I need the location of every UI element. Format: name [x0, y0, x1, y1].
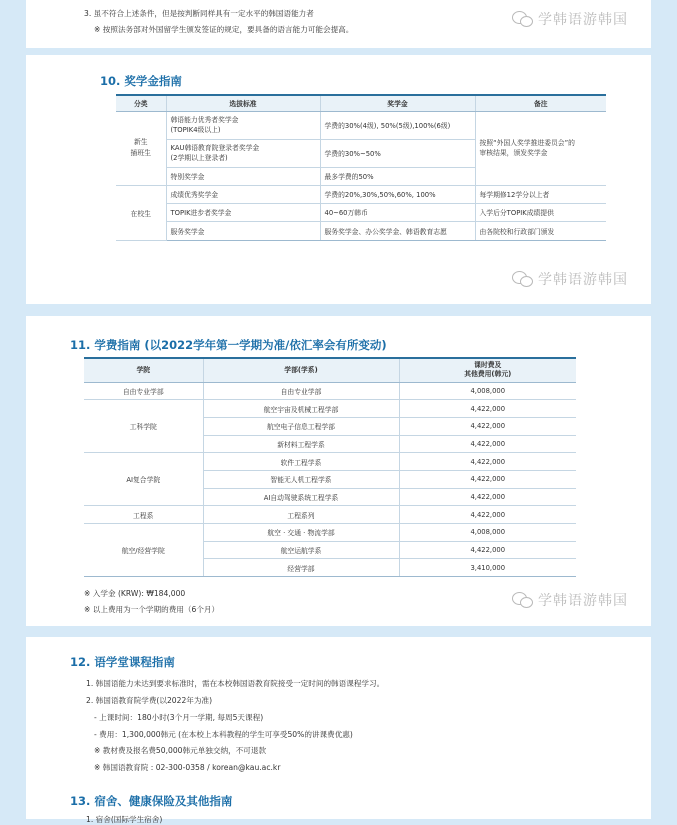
department-cell: 软件工程学系 [203, 453, 399, 471]
table-header-row [116, 95, 606, 111]
department-cell: 航空宇宙及机械工程学部 [203, 400, 399, 418]
table-row [116, 111, 606, 139]
table-row [84, 400, 576, 418]
header-college: 学院 [84, 358, 203, 382]
amount-cell: 学费的30%(4级), 50%(5级),100%(6级) [320, 111, 475, 139]
table-header-row [84, 358, 576, 382]
fee-cell: 4,422,000 [399, 435, 576, 453]
wechat-icon [512, 592, 534, 607]
note-cell: 由各院校和行政部门颁发 [475, 221, 606, 240]
department-cell: 航空 · 交通 · 物流学部 [203, 524, 399, 542]
college-cell: 自由专业学部 [84, 382, 203, 400]
fee-cell: 4,422,000 [399, 506, 576, 524]
visa-note: ※ 按照法务部对外国留学生颁发签证的规定，要具备的语言能力可能会提高。 [94, 25, 354, 34]
criteria-cell: 服务奖学金 [166, 221, 320, 240]
scholarship-table [116, 94, 606, 241]
fee-cell: 4,422,000 [399, 417, 576, 435]
language-class-time: - 上课时间：180小时(3个月一学期, 每周5天课程) [94, 713, 264, 722]
amount-cell: 学费的20%,30%,50%,60%, 100% [320, 185, 475, 203]
header-note: 备注 [475, 95, 606, 111]
department-cell: 航空电子信息工程学部 [203, 417, 399, 435]
table-row [116, 203, 606, 221]
department-cell: 经营学部 [203, 559, 399, 577]
note-cell: 每学期修12学分以上者 [475, 185, 606, 203]
department-cell: 航空运航学系 [203, 541, 399, 559]
language-item-1: 1. 韩国语能力未达到要求标准时，需在本校韩国语教育院接受一定时间的韩语课程学习。 [86, 679, 385, 688]
college-cell: AI复合学院 [84, 453, 203, 506]
textbook-fee-note: ※ 教材费及报名费50,000韩元单独交纳，不可退款 [94, 746, 267, 755]
language-fee: - 费用：1,300,000韩元 (在本校上本科教程的学生可享受50%的讲课费优惠) [94, 730, 353, 739]
college-cell: 工程系 [84, 506, 203, 524]
semester-fee-note: ※ 以上费用为一个学期的费用（6个月） [84, 605, 220, 614]
header-amount: 奖学金 [320, 95, 475, 111]
watermark: 学韩语游韩国 [512, 269, 628, 289]
fee-cell: 4,422,000 [399, 470, 576, 488]
department-cell: 智能无人机工程学系 [203, 470, 399, 488]
tuition-table [84, 357, 576, 577]
department-cell: 自由专业学部 [203, 382, 399, 400]
note-committee: 按照“外国人奖学推进委员会”的 审核结果，颁发奖学金 [475, 111, 606, 185]
top-card [26, 0, 651, 48]
eligibility-item-3: 3. 虽不符合上述条件，但是按判断同样具有一定水平的韩国语能力者 [84, 9, 314, 18]
department-cell: 新材料工程学系 [203, 435, 399, 453]
criteria-cell: 特别奖学金 [166, 167, 320, 185]
wechat-icon [512, 271, 534, 286]
criteria-cell: 韩语能力优秀者奖学金 (TOPIK4级以上) [166, 111, 320, 139]
criteria-cell: TOPIK进步者奖学金 [166, 203, 320, 221]
language-item-2: 2. 韩国语教育院学费(以2022年为准) [86, 696, 213, 705]
header-category: 分类 [116, 95, 166, 111]
watermark: 学韩语游韩国 [512, 9, 628, 29]
department-cell: AI自动驾驶系统工程学系 [203, 488, 399, 506]
amount-cell: 40~60万韩币 [320, 203, 475, 221]
scholarship-title: 10. 奖学金指南 [100, 74, 182, 88]
table-row [84, 506, 576, 524]
header-fee: 课时费及 其他费用(韩元) [399, 358, 576, 382]
amount-cell: 最多学费的50% [320, 167, 475, 185]
category-new-students: 新生 插班生 [116, 111, 166, 185]
category-current-students: 在校生 [116, 185, 166, 240]
department-cell: 工程系列 [203, 506, 399, 524]
fee-cell: 4,422,000 [399, 453, 576, 471]
table-row [84, 382, 576, 400]
dorm-title: 13. 宿舍、健康保险及其他指南 [70, 794, 233, 808]
fee-cell: 4,008,000 [399, 524, 576, 542]
fee-cell: 4,422,000 [399, 488, 576, 506]
fee-cell: 4,422,000 [399, 400, 576, 418]
tuition-title: 11. 学费指南 (以2022学年第一学期为准/依汇率会有所变动) [70, 338, 387, 352]
fee-cell: 3,410,000 [399, 559, 576, 577]
wechat-icon [512, 11, 534, 26]
amount-cell: 学费的30%~50% [320, 139, 475, 167]
table-row [84, 524, 576, 542]
criteria-cell: KAU韩语教育院登录者奖学金 (2学期以上登录者) [166, 139, 320, 167]
college-cell: 工科学院 [84, 400, 203, 453]
language-title: 12. 语学堂课程指南 [70, 655, 175, 669]
table-row [116, 221, 606, 240]
college-cell: 航空/经营学院 [84, 524, 203, 577]
header-criteria: 选拔标准 [166, 95, 320, 111]
fee-cell: 4,422,000 [399, 541, 576, 559]
criteria-cell: 成绩优秀奖学金 [166, 185, 320, 203]
admission-fee-note: ※ 入学金 (KRW): ₩184,000 [84, 589, 186, 598]
dorm-item-1: 1. 宿舍(国际学生宿舍) [86, 815, 163, 824]
note-cell: 入学后分TOPIK成绩提供 [475, 203, 606, 221]
table-row [116, 185, 606, 203]
header-department: 学部(学系) [203, 358, 399, 382]
watermark: 学韩语游韩国 [512, 590, 628, 610]
amount-cell: 服务奖学金、办公奖学金、韩语教育志愿 [320, 221, 475, 240]
table-row [84, 453, 576, 471]
contact-note: ※ 韩国语教育院 : 02-300-0358 / korean@kau.ac.kr [94, 763, 281, 772]
fee-cell: 4,008,000 [399, 382, 576, 400]
